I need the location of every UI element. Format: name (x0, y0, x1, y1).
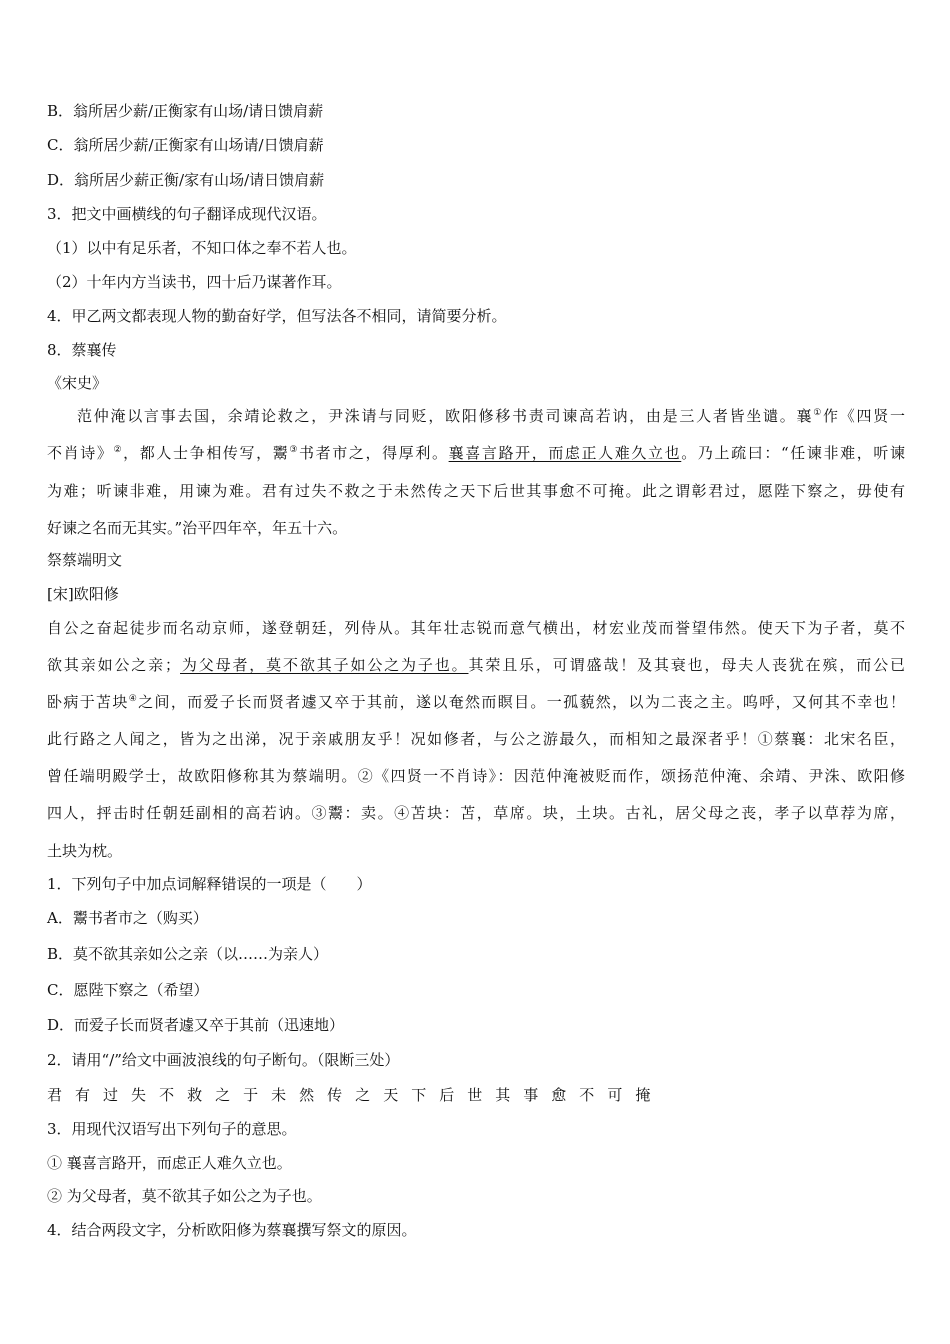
sentence-char: 有 (75, 1086, 91, 1104)
question-3: 3．把文中画横线的句子翻译成现代汉语。 (47, 205, 327, 223)
essay-author: [宋]欧阳修 (47, 585, 119, 603)
passage-line: 土块为枕。 (47, 842, 123, 860)
text-run: 书者市之，得厚利。 (299, 444, 449, 462)
underlined-sentence: 为父母者，莫不欲其子如公之为子也。 (180, 656, 469, 674)
sentence-char: 后 (439, 1086, 455, 1104)
sentence-char: 其 (495, 1086, 511, 1104)
sentence-char: 之 (215, 1086, 231, 1104)
sentence-char: 不 (579, 1086, 595, 1104)
sentence-char: 过 (103, 1086, 119, 1104)
question-2: 2．请用“/”给文中画波浪线的句子断句。（限断三处） (47, 1051, 400, 1069)
passage-line: 四人，抨击时任朝廷副相的高若讷。③鬻：卖。④苫块：苫，草席。块，土块。古礼，居父母之丧，孝子以草荐为席， (47, 804, 905, 822)
passage-line: 好谏之名而无其实。”治平四年卒，年五十六。 (47, 519, 348, 537)
sentence-char: 未 (271, 1086, 287, 1104)
passage-line: 为难；听谏非难，用谏为难。君有过失不救之于未然传之天下后世其事愈不可掩。此之谓彰君过，愿陛下察之，毋使有 (47, 482, 905, 500)
sentence-char: 事 (523, 1086, 539, 1104)
question-1-option-d: D．而爱子长而贤者遽又卒于其前（迅速地） (47, 1016, 345, 1034)
sentence-char: 下 (411, 1086, 427, 1104)
text-run: 。乃上疏曰：“任谏非难，听谏 (681, 444, 905, 462)
passage-line (47, 692, 905, 712)
footnote-mark: ④ (128, 694, 139, 704)
option-c: C．翁所居少薪/正衡家有山场请/日馈肩薪 (47, 136, 324, 154)
passage-number-title: 8．蔡襄传 (47, 341, 117, 359)
text-run: 之间，而爱子长而贤者遽又卒于其前，遂以奄然而瞑目。一孤藐然，以为二丧之主。呜呼，又何其不幸也！ (138, 693, 905, 711)
text-run: 不肖诗》 (47, 444, 114, 462)
text-run: 范仲淹以言事去国，余靖论救之，尹洙请与同贬，欧阳修移书责司谏高若讷，由是三人者皆坐谴。襄 (77, 407, 814, 425)
option-d: D．翁所居少薪正衡/家有山场/请日馈肩薪 (47, 171, 325, 189)
sentence-char: 传 (327, 1086, 343, 1104)
sentence-char: 救 (187, 1086, 203, 1104)
sentence-char: 愈 (551, 1086, 567, 1104)
sentence-char: 不 (159, 1086, 175, 1104)
passage-line (77, 406, 905, 426)
question-1: 1．下列句子中加点词解释错误的一项是（ ） (47, 875, 372, 893)
footnote-mark: ① (813, 408, 824, 418)
sentence-char: 可 (607, 1086, 623, 1104)
passage-line: 此行路之人闻之，皆为之出涕，况于亲戚朋友乎！况如修者，与公之游最久，而相知之最深者乎！①蔡襄：北宋名臣， (47, 730, 905, 748)
question-3-item-1: ① 襄喜言路开，而虑正人难久立也。 (47, 1154, 292, 1172)
sentence-char: 掩 (635, 1086, 651, 1104)
sentence-char: 天 (383, 1086, 399, 1104)
option-b: B．翁所居少薪/正衡家有山场/请日馈肩薪 (47, 102, 324, 120)
question-1-option-b: B．莫不欲其亲如公之亲（以……为亲人） (47, 945, 329, 963)
sentence-char: 失 (131, 1086, 147, 1104)
passage-line (47, 443, 905, 463)
passage-line: 曾任端明殿学士，故欧阳修称其为蔡端明。②《四贤一不肖诗》：因范仲淹被贬而作，颂扬范仲淹、余靖、尹洙、欧阳修 (47, 767, 905, 785)
question-1-option-c: C．愿陛下察之（希望） (47, 981, 209, 999)
text-run: ，都人士争相传写，鬻 (123, 444, 290, 462)
passage-line: 自公之奋起徒步而名动京师，遂登朝廷，列侍从。其年壮志锐而意气横出，材宏业茂而誉望伟然。使天下为子者，莫不 (47, 619, 905, 637)
text-run: 卧病于苫块 (47, 693, 129, 711)
question-3-item-1: （1）以中有足乐者，不知口体之奉不若人也。 (47, 239, 357, 257)
footnote-mark: ② (113, 445, 124, 455)
sentence-char: 世 (467, 1086, 483, 1104)
sentence-char: 然 (299, 1086, 315, 1104)
essay-title: 祭蔡端明文 (47, 551, 123, 569)
passage-source: 《宋史》 (47, 374, 108, 392)
question-1-option-a: A．鬻书者市之（购买） (47, 909, 208, 927)
question-3-item-2: ② 为父母者，莫不欲其子如公之为子也。 (47, 1187, 322, 1205)
underlined-sentence: 襄喜言路开，而虑正人难久立也 (448, 444, 682, 462)
passage-line (47, 655, 905, 675)
sentence-char: 君 (47, 1086, 63, 1104)
sentence-char: 之 (355, 1086, 371, 1104)
text-run: 欲其亲如公之亲； (47, 656, 181, 674)
text-run: 其荣且乐，可谓盛哉！及其衰也，母夫人丧犹在殡，而公已 (468, 656, 905, 674)
sentence-char: 于 (243, 1086, 259, 1104)
text-run: 作《四贤一 (823, 407, 905, 425)
question-4: 4．结合两段文字，分析欧阳修为蔡襄撰写祭文的原因。 (47, 1221, 417, 1239)
footnote-mark: ③ (289, 445, 300, 455)
question-4: 4．甲乙两文都表现人物的勤奋好学，但写法各不相同，请简要分析。 (47, 307, 507, 325)
question-3-item-2: （2）十年内方当读书，四十后乃谋著作耳。 (47, 273, 342, 291)
question-3: 3．用现代汉语写出下列句子的意思。 (47, 1120, 297, 1138)
punctuation-sentence (47, 1085, 663, 1105)
